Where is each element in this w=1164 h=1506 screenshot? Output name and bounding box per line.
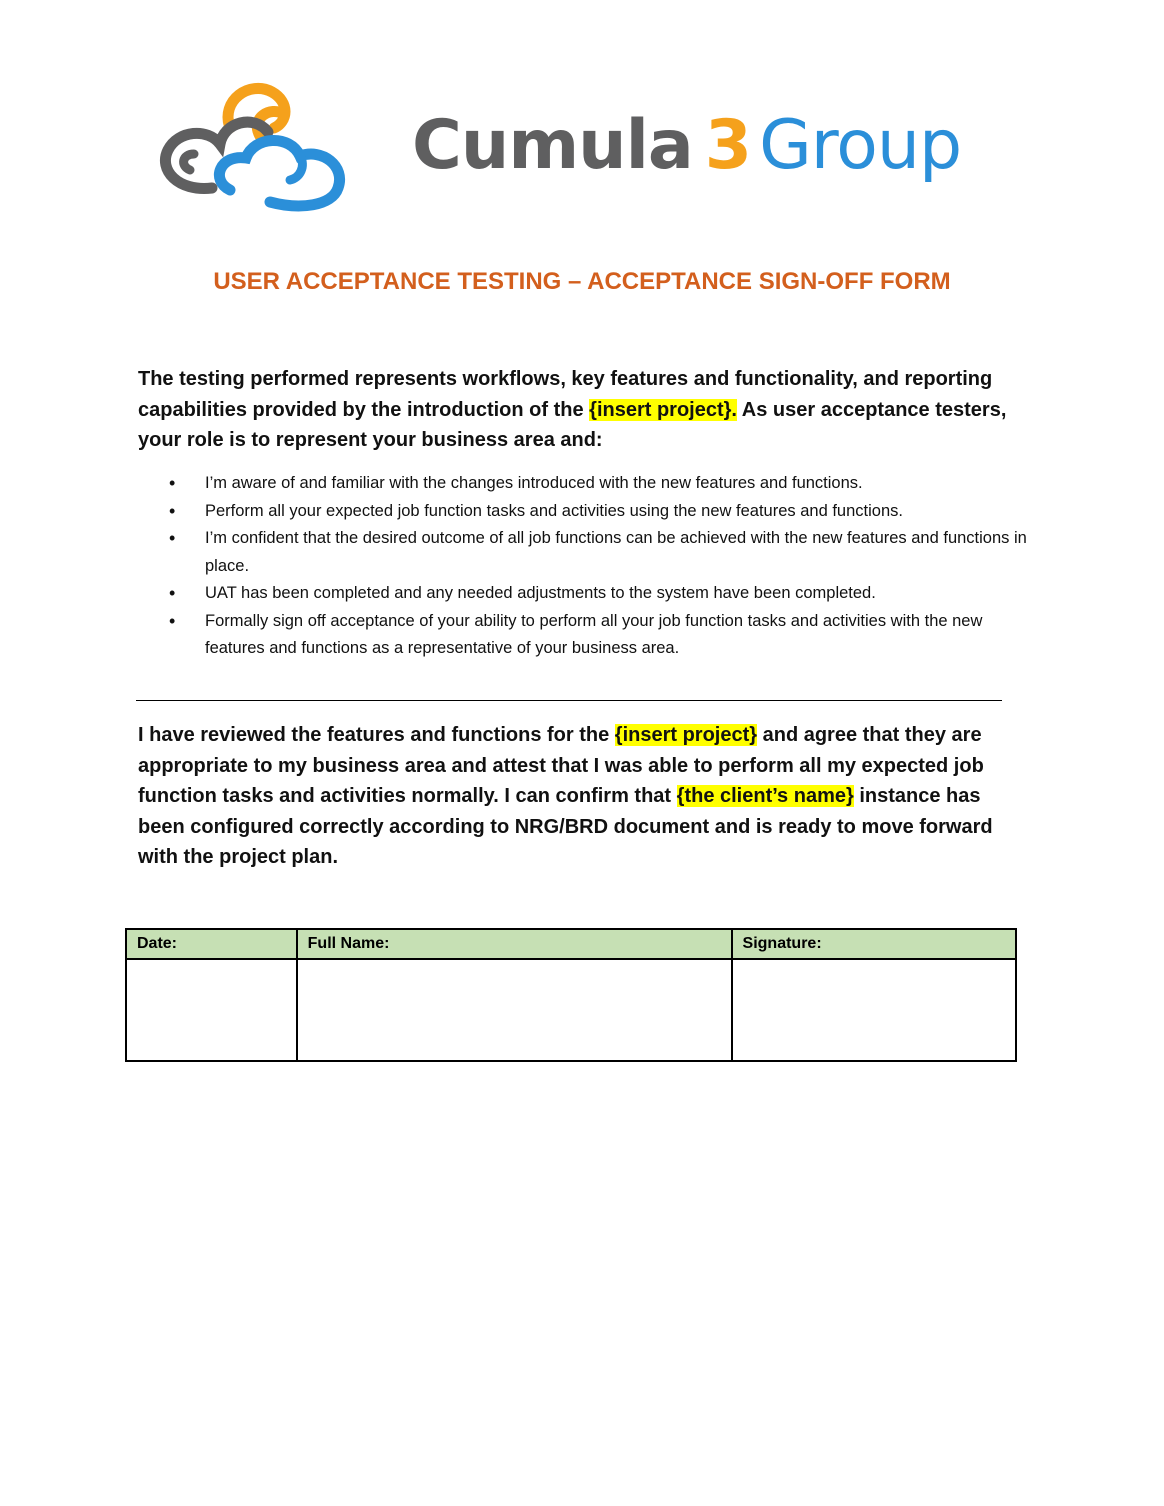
signature-header: Signature:: [732, 929, 1016, 959]
intro-text-2: As user acceptance testers, your role is to represent your business area and:: [138, 398, 1007, 451]
list-item-text: Formally sign off acceptance of your ability to perform all your job function tasks and activities with the new features and functions as a representative of your business area.: [205, 611, 983, 657]
list-item-text: I’m confident that the desired outcome of all job functions can be achieved with the new features and functions in place.: [205, 529, 1027, 575]
list-item: [165, 525, 1035, 580]
signoff-table: [125, 928, 1017, 1062]
list-item-text: UAT has been completed and any needed adjustments to the system have been completed.: [205, 584, 876, 602]
list-item: [165, 498, 1035, 526]
section-divider: [136, 700, 1002, 701]
bullet-icon: •: [169, 583, 176, 603]
responsibility-list: [165, 470, 1035, 663]
list-item-text: I’m aware of and familiar with the changes introduced with the new features and functions.: [205, 474, 863, 492]
bullet-icon: •: [169, 610, 176, 631]
company-logo: [150, 70, 1030, 220]
list-item: [165, 470, 1035, 498]
signature-cell[interactable]: [732, 959, 1016, 1061]
attest-text-3: instance has been configured correctly according to NRG/BRD document and is ready to move forward with the project plan.: [138, 785, 993, 868]
bullet-icon: •: [169, 473, 176, 493]
intro-text-1: The testing performed represents workflows, key features and functionality, and reporting capabilities provided by the introduction of the: [138, 368, 993, 421]
logo-word-cumula: Cumula: [412, 106, 693, 185]
attest-placeholder-client: {the client’s name}: [676, 785, 854, 807]
full-name-cell[interactable]: [297, 959, 732, 1061]
list-item: [165, 580, 1035, 608]
form-title: USER ACCEPTANCE TESTING – ACCEPTANCE SIGN-OFF FORM: [213, 268, 951, 295]
list-item-text: Perform all your expected job function tasks and activities using the new features and functions.: [205, 501, 903, 520]
cloud-logo-icon: [150, 70, 370, 220]
attest-text-1: I have reviewed the features and functions for the: [138, 724, 615, 746]
logo-wordmark: [412, 106, 961, 185]
attestation-paragraph: [138, 720, 1018, 873]
list-item: [165, 608, 1035, 663]
logo-word-group: Group: [759, 106, 962, 185]
attest-placeholder-project: {insert project}: [614, 724, 758, 746]
bullet-icon: •: [169, 528, 176, 548]
bullet-icon: •: [169, 500, 176, 521]
table-row: [126, 959, 1016, 1061]
date-header: Date:: [126, 929, 297, 959]
attest-text-2: and agree that they are appropriate to my business area and attest that I was able to perform all my expected job function tasks and activities normally. I can confirm that: [138, 724, 984, 807]
date-cell[interactable]: [126, 959, 297, 1061]
intro-placeholder-project: {insert project}.: [589, 398, 737, 421]
table-header-row: [126, 929, 1016, 959]
full-name-header: Full Name:: [297, 929, 732, 959]
intro-paragraph: [138, 364, 1038, 456]
logo-word-number: 3: [704, 106, 752, 185]
